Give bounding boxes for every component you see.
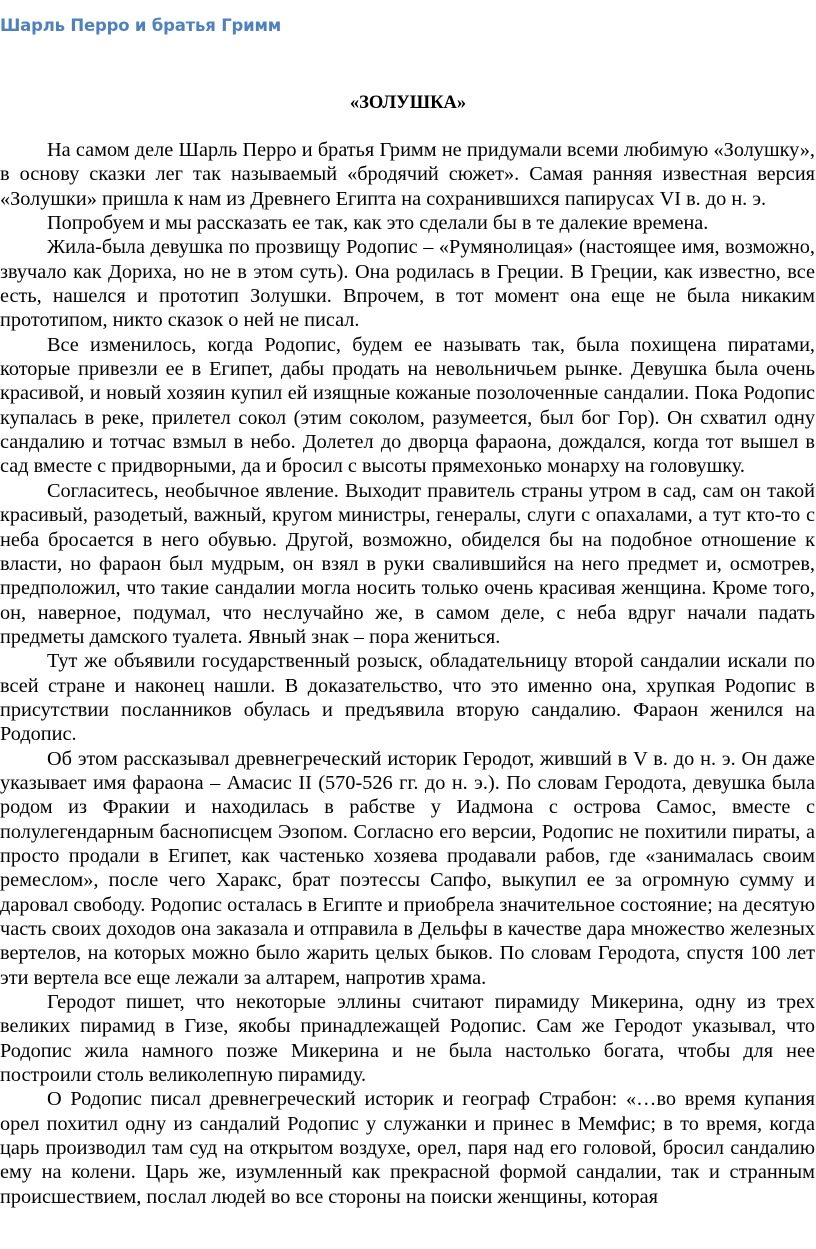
- paragraph: Тут же объявили государственный розыск, обладательницу второй сандалии искали по всей стране и наконец нашли. В доказательство, что это именно она, хрупкая Родопис в присутствии посланников обулась и предъявила вторую сандалию. Фараон женился на Родопис.: [0, 650, 815, 746]
- paragraph: Согласитесь, необычное явление. Выходит правитель страны утром в сад, сам он такой красивый, разодетый, важный, кругом министры, генералы, слуги с опахалами, а тут кто-то с неба бросается в него обувью. Другой, возможно, обиделся бы на подобное отношение к власти, но фараон был мудрым, он взял в руки свалившийся на него предмет и, осмотрев, предположил, что такие сандалии могла носить только очень красивая женщина. Кроме того, он, наверное, подумал, что неслучайно же, в самом деле, с неба вдруг начали падать предметы дамского туалета. Явный знак – пора жениться.: [0, 479, 815, 648]
- paragraph: Все изменилось, когда Родопис, будем ее называть так, была похищена пиратами, которые привезли ее в Египет, дабы продать на невольничьем рынке. Девушка была очень красивой, и новый хозяин купил ей изящные кожаные позолоченные сандалии. Пока Родопис купалась в реке, прилетел сокол (этим соколом, разумеется, был бог Гор). Он схватил одну сандалию и тотчас взмыл в небо. Долетел до дворца фараона, дождался, когда тот вышел в сад вместе с придворными, да и бросил с высоты прямехонько монарху на головушку.: [0, 333, 815, 478]
- paragraph: Жила-была девушка по прозвищу Родопис – «Румянолицая» (настоящее имя, возможно, звучало как Дориха, но не в этом суть). Она родилась в Греции. В Греции, как известно, все есть, нашелся и прототип Золушки. Впрочем, в тот момент она еще не была никаким прототипом, никто сказок о ней не писал.: [0, 236, 815, 332]
- paragraph: Об этом рассказывал древнегреческий историк Геродот, живший в V в. до н. э. Он даже указывает имя фараона – Амасис II (570-526 гг. до н. э.). По словам Геродота, девушка была родом из Фракии и находилась в рабстве у Иадмона с острова Самос, вместе с полулегендарным баснописцем Эзопом. Согласно его версии, Родопис не похитили пираты, а просто продали в Египет, как частенько хозяева продавали рабов, где «занималась своим ремеслом», после чего Харакс, брат поэтессы Сапфо, выкупил ее за огромную сумму и даровал свободу. Родопис осталась в Египте и приобрела значительное состояние; на десятую часть своих доходов она заказала и отправила в Дельфы в качестве дара множество железных вертелов, на которых можно было жарить целых быков. По словам Геродота, спустя 100 лет эти вертела все еще лежали за алтарем, напротив храма.: [0, 747, 815, 989]
- document-body: [0, 138, 815, 1209]
- paragraph: На самом деле Шарль Перро и братья Гримм не придумали всеми любимую «Золушку», в основу сказки лег так называемый «бродячий сюжет». Самая ранняя известная версия «Золушки» пришла к нам из Древнего Египта на сохранившихся папирусах VI в. до н. э.: [0, 139, 815, 210]
- paragraph: О Родопис писал древнегреческий историк и географ Страбон: «…во время купания орел похитил одну из сандалий Родопис у служанки и принес в Мемфис; в то время, когда царь производил там суд на открытом воздухе, орел, паря над его головой, бросил сандалию ему на колени. Царь же, изумленный как прекрасной формой сандалии, так и странным происшествием, послал людей во все стороны на поиски женщины, которая: [0, 1088, 815, 1208]
- page-header: Шарль Перро и братья Гримм: [0, 16, 282, 35]
- paragraph: Геродот пишет, что некоторые эллины считают пирамиду Микерина, одну из трех великих пирамид в Гизе, якобы принадлежащей Родопис. Сам же Геродот указывал, что Родопис жила намного позже Микерина и не была настолько богата, чтобы для нее построили столь великолепную пирамиду.: [0, 991, 815, 1087]
- document-title: «ЗОЛУШКА»: [349, 93, 467, 113]
- paragraph: Попробуем и мы рассказать ее так, как это сделали бы в те далекие времена.: [47, 212, 709, 235]
